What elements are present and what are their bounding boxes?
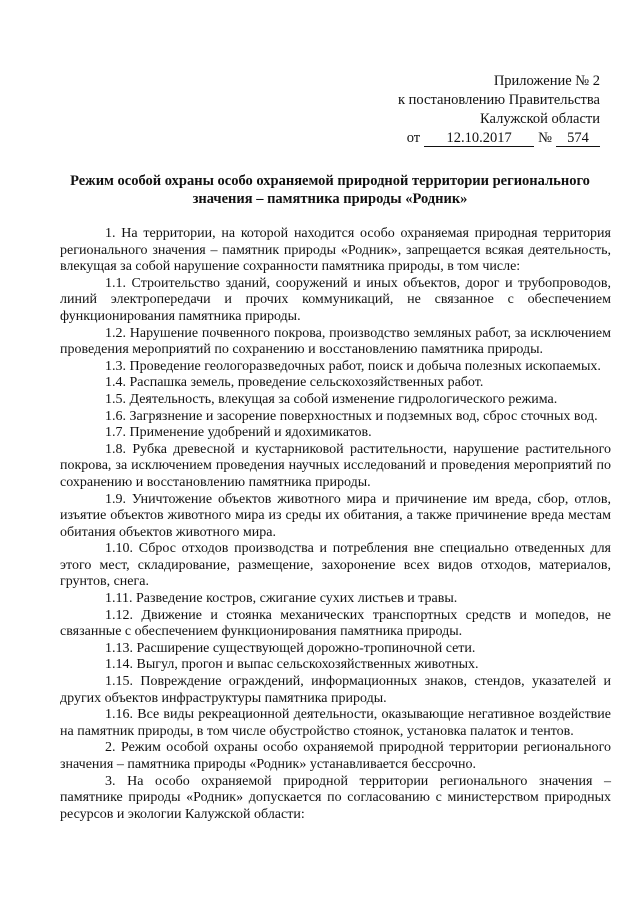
resolution-number: 574	[556, 131, 600, 147]
from-label: от	[406, 130, 421, 146]
document-body	[60, 226, 611, 823]
title-line-2: значения – памятника природы «Родник»	[192, 191, 468, 207]
title-line-1: Режим особой охраны особо охраняемой природной территории регионального	[70, 173, 590, 189]
paragraph-1-11: 1.11. Разведение костров, сжигание сухих листьев и травы.	[105, 591, 458, 607]
paragraph-1-1: 1.1. Строительство зданий, сооружений и иных объектов, дорог и трубопроводов, линий электропередачи и прочих коммуникаций, не связанное с обеспечением функционирования памятника природы.	[60, 275, 611, 324]
resolution-date: 12.10.2017	[424, 131, 534, 147]
paragraph-1-2: 1.2. Нарушение почвенного покрова, производство земляных работ, за исключением проведения мероприятий по сохранению и восстановлению памятника природы.	[60, 325, 611, 358]
appendix-header	[340, 72, 600, 148]
paragraph-1-15: 1.15. Повреждение ограждений, информационных знаков, стендов, указателей и других объектов инфраструктуры памятника природы.	[60, 674, 611, 706]
paragraph-1-6: 1.6. Загрязнение и засорение поверхностных и подземных вод, сброс сточных вод.	[105, 408, 598, 424]
paragraph-1-14: 1.14. Выгул, прогон и выпас сельскохозяйственных животных.	[105, 657, 479, 673]
paragraph-1: 1. На территории, на которой находится особо охраняемая природная территория регионального значения – памятник природы «Родник», запрещается всякая деятельность, влекущая за собой нарушение сохранности памятника природы, в том числе:	[60, 226, 611, 275]
paragraph-1-13: 1.13. Расширение существующей дорожно-тропиночной сети.	[105, 640, 476, 656]
paragraph-1-16: 1.16. Все виды рекреационной деятельности, оказывающие негативное воздействие на памятник природы, в том числе обустройство стоянок, установка палаток и тентов.	[60, 707, 611, 739]
paragraph-2: 2. Режим особой охраны особо охраняемой природной территории регионального значения – памятника природы «Родник» устанавливается бессрочно.	[60, 740, 611, 772]
paragraph-1-4: 1.4. Распашка земель, проведение сельскохозяйственных работ.	[105, 375, 484, 391]
paragraph-1-3: 1.3. Проведение геологоразведочных работ, поиск и добыча полезных ископаемых.	[105, 358, 601, 374]
paragraph-1-9: 1.9. Уничтожение объектов животного мира и причинение им вреда, сбор, отлов, изъятие объектов животного мира из среды их обитания, а также причинение вреда местам обитания объектов животного мира.	[60, 491, 611, 540]
document-title	[60, 172, 600, 208]
paragraph-1-7: 1.7. Применение удобрений и ядохимикатов.	[105, 425, 372, 441]
paragraph-1-8: 1.8. Рубка древесной и кустарниковой растительности, нарушение растительного покрова, за исключением проведения научных исследований и проведения мероприятий по сохранению и восстановлению памятника природы.	[60, 441, 611, 490]
paragraph-1-5: 1.5. Деятельность, влекущая за собой изменение гидрологического режима.	[105, 391, 558, 407]
paragraph-1-12: 1.12. Движение и стоянка механических транспортных средств и мопедов, не связанные с обеспечением функционирования памятника природы.	[60, 607, 611, 640]
number-label: №	[538, 130, 552, 146]
paragraph-1-10: 1.10. Сброс отходов производства и потребления вне специально отведенных для этого мест, складирование, размещение, захоронение всех видов отходов, материалов, грунтов, снега.	[60, 541, 611, 590]
appendix-label: Приложение № 2	[493, 73, 600, 89]
paragraph-3: 3. На особо охраняемой природной территории регионального значения – памятнике природы «Родник» допускается по согласованию с министерством природных ресурсов и экологии Калужской области:	[60, 773, 611, 822]
date-number-line	[340, 129, 600, 148]
resolution-reference: к постановлению Правительства	[398, 92, 600, 108]
region-name: Калужской области	[480, 111, 600, 127]
